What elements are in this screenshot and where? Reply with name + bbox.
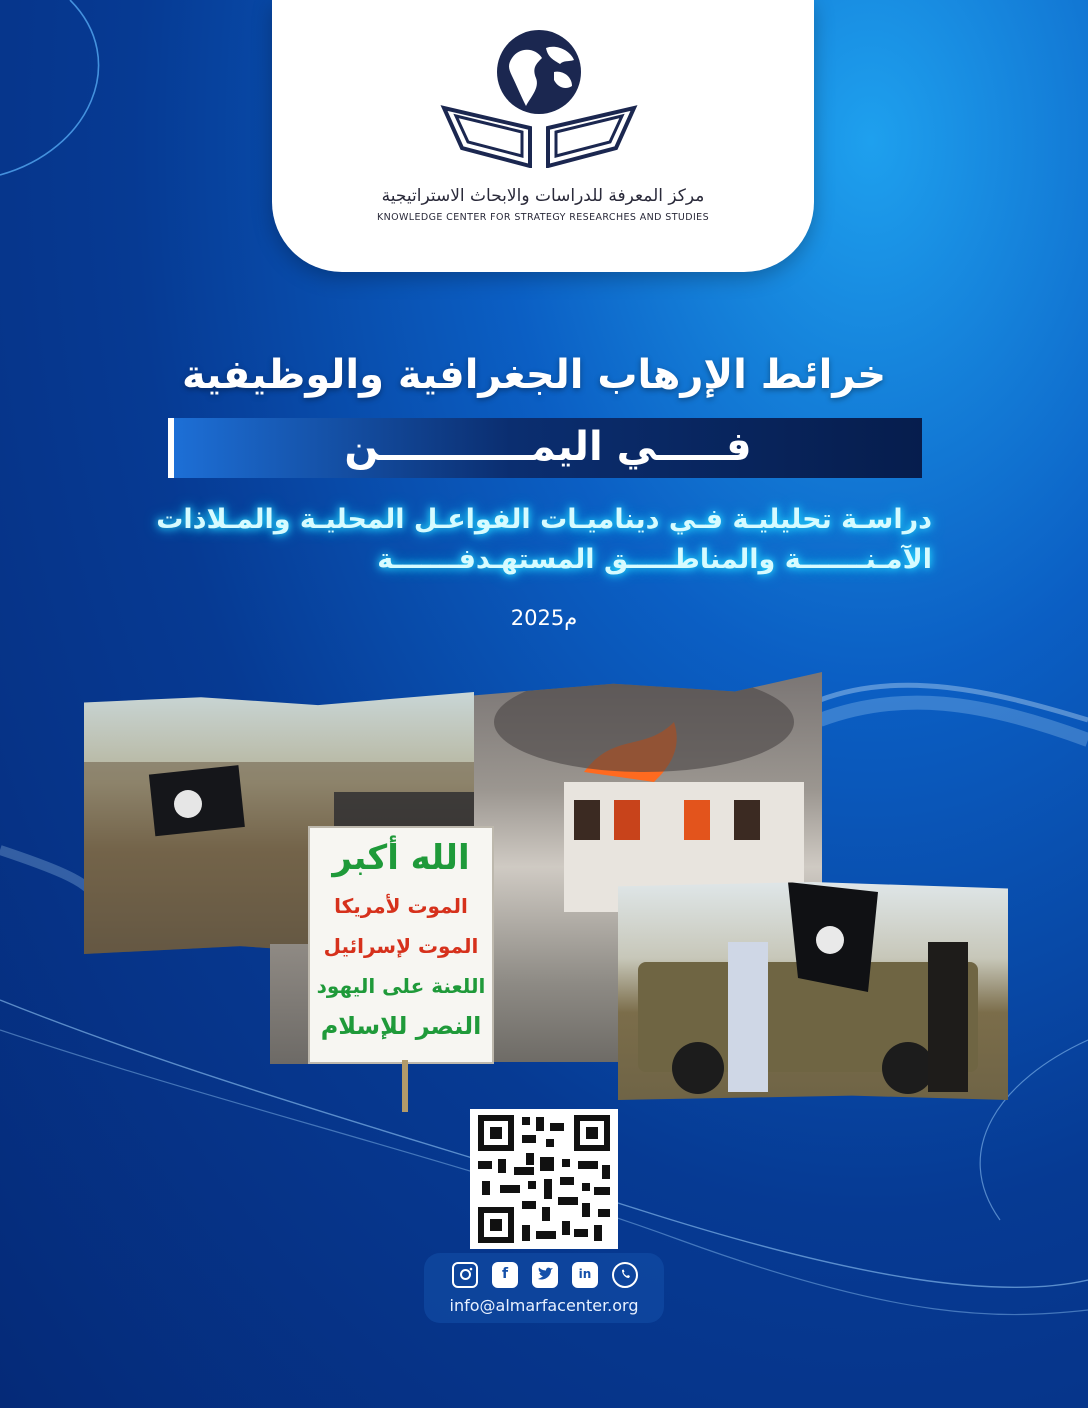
- banner-line-5: النصر للإسلام: [320, 1012, 482, 1040]
- organization-name-english: KNOWLEDGE CENTER FOR STRATEGY RESEARCHES AND STUDIES: [376, 212, 710, 223]
- title-highlight-box: [168, 418, 922, 478]
- whatsapp-icon[interactable]: [612, 1262, 638, 1288]
- instagram-icon[interactable]: [452, 1262, 478, 1288]
- contact-email[interactable]: info@almarfacenter.org: [449, 1296, 639, 1315]
- subtitle-line-1: دراسـة تحليليـة فـي ديناميـات الفواعـل المحليـة والمـلاذات: [156, 504, 932, 535]
- banner-pole: [402, 1060, 408, 1112]
- publication-year: 2025م: [510, 606, 578, 630]
- document-title: خرائط الإرهاب الجغرافية والوظيفية: [181, 352, 887, 398]
- subtitle-line-2: الآمـنـــــــة والمناطـــــق المستهـدفـــــــة: [377, 544, 932, 575]
- linkedin-icon[interactable]: in: [572, 1262, 598, 1288]
- social-links-bar: [424, 1253, 664, 1323]
- militants-with-vehicle-photo: [618, 882, 1008, 1100]
- title-highlight-text: فـــــي اليمـــــــــــن: [344, 424, 752, 470]
- organization-name-arabic: مركز المعرفة للدراسات والابحاث الاستراتيجية: [381, 186, 705, 206]
- banner-line-1: الله أكبر: [332, 838, 470, 878]
- banner-line-4: اللعنة على اليهود: [316, 974, 486, 998]
- qr-code[interactable]: [470, 1109, 618, 1249]
- facebook-icon[interactable]: f: [492, 1262, 518, 1288]
- banner-line-3: الموت لإسرائيل: [323, 934, 479, 958]
- slogan-banner: [308, 826, 494, 1064]
- banner-line-2: الموت لأمريكا: [334, 894, 468, 918]
- twitter-icon[interactable]: [532, 1262, 558, 1288]
- globe-book-logo-icon: [432, 28, 646, 168]
